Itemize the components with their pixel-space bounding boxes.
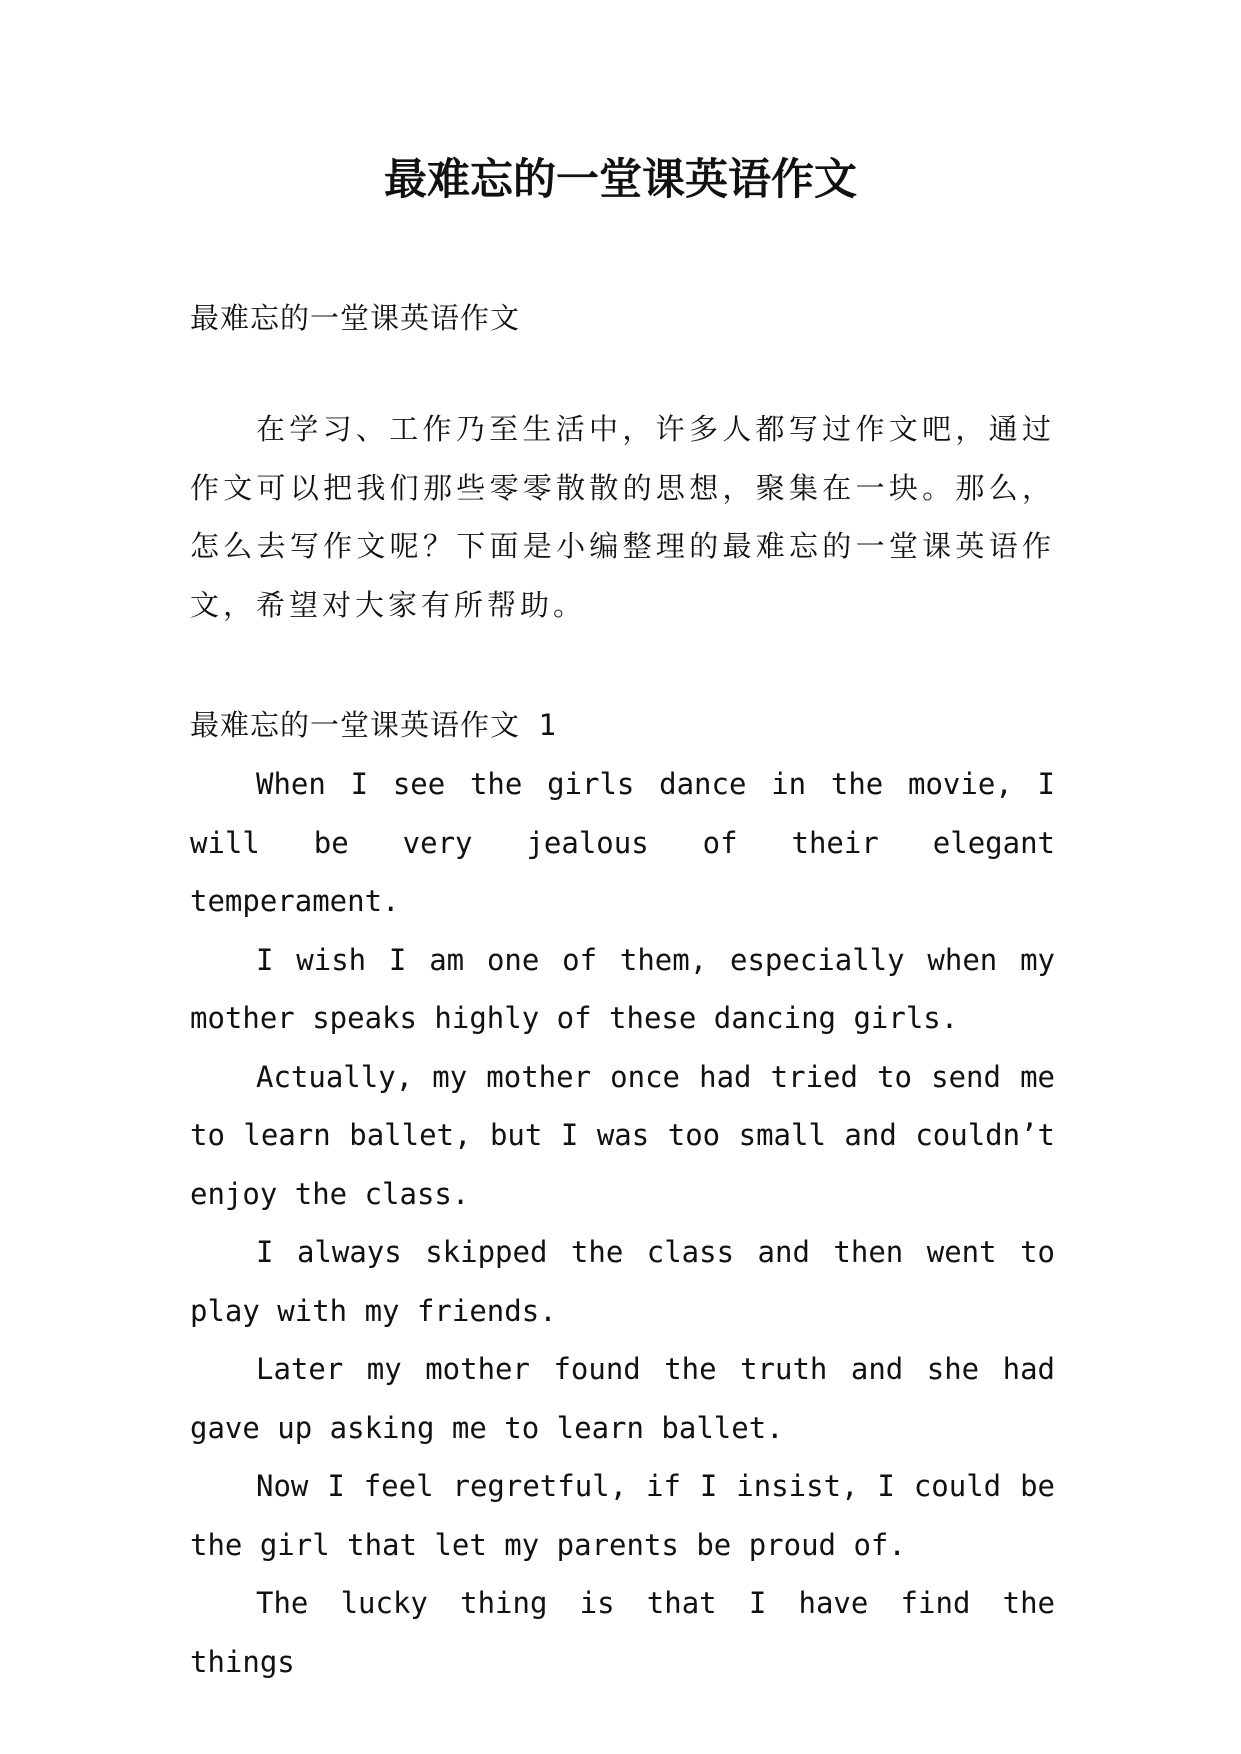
essay-paragraph: When I see the girls dance in the movie, I will be very jealous of their elegant temperament. <box>190 767 1055 918</box>
document-subtitle: 最难忘的一堂课英语作文 <box>190 301 521 335</box>
essay-paragraph: The lucky thing is that I have find the things <box>190 1586 1055 1679</box>
document-title: 最难忘的一堂课英语作文 <box>384 155 857 205</box>
intro-paragraph: 在学习、工作乃至生活中，许多人都写过作文吧，通过作文可以把我们那些零零散散的思想，聚集在一块。那么，怎么去写作文呢？下面是小编整理的最难忘的一堂课英语作文，希望对大家有所帮助。 <box>190 412 1055 622</box>
essay-paragraph: Actually, my mother once had tried to send me to learn ballet, but I was too small and couldn’t enjoy the class. <box>190 1059 1055 1211</box>
essay-paragraph: Now I feel regretful, if I insist, I could be the girl that let my parents be proud of. <box>190 1469 1055 1562</box>
essay-paragraph: I always skipped the class and then went to play with my friends. <box>190 1235 1055 1328</box>
essay-body <box>190 755 1055 1691</box>
essay-paragraph: I wish I am one of them, especially when my mother speaks highly of these dancing girls. <box>190 942 1055 1035</box>
section-heading: 最难忘的一堂课英语作文 1 <box>190 708 557 742</box>
essay-paragraph: Later my mother found the truth and she had gave up asking me to learn ballet. <box>190 1352 1055 1445</box>
